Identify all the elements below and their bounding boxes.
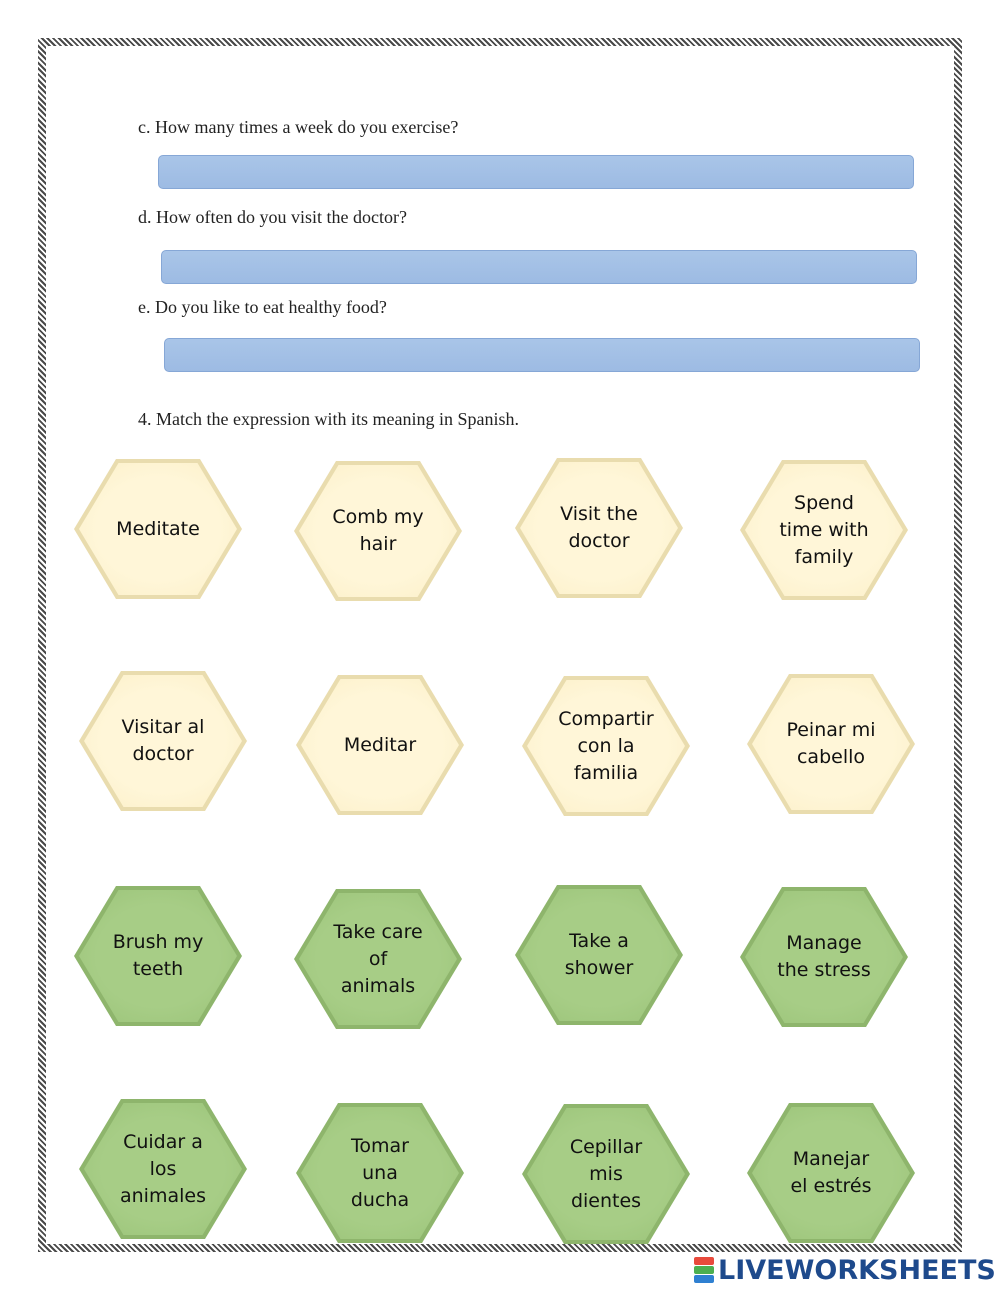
hex-card[interactable]	[747, 1103, 915, 1243]
hex-card[interactable]	[740, 887, 908, 1027]
hex-card[interactable]	[294, 889, 462, 1029]
hex-card[interactable]	[79, 671, 247, 811]
hex-label: Visitar al doctor	[121, 716, 205, 765]
hex-label: Spend time with family	[779, 491, 869, 568]
hex-label: Manage the stress	[777, 932, 871, 981]
hex-label: Take a shower	[564, 930, 634, 979]
question-e: e. Do you like to eat healthy food?	[138, 297, 387, 317]
answer-field-c[interactable]	[158, 155, 914, 189]
hex-card[interactable]	[522, 1104, 690, 1244]
hex-card[interactable]	[522, 676, 690, 816]
hex-label: Tomar una ducha	[350, 1134, 410, 1211]
hex-card[interactable]	[747, 674, 915, 814]
hex-label: Meditate	[116, 517, 200, 540]
hex-label: Cepillar mis dientes	[569, 1135, 643, 1212]
hex-label: Cuidar a los animales	[120, 1130, 206, 1207]
hex-card[interactable]	[296, 675, 464, 815]
hex-card[interactable]	[296, 1103, 464, 1243]
hex-label: Visit the doctor	[560, 503, 638, 552]
hex-label: Manejar el estrés	[790, 1148, 872, 1197]
live-badge-icon	[694, 1257, 714, 1283]
instruction-match: 4. Match the expression with its meaning in Spanish.	[138, 409, 519, 429]
hex-card[interactable]	[294, 461, 462, 601]
question-c: c. How many times a week do you exercise?	[138, 117, 459, 137]
hex-label: Compartir con la familia	[558, 707, 654, 784]
hex-label: Take care of animals	[333, 920, 423, 997]
answer-field-d[interactable]	[161, 250, 917, 284]
hex-card[interactable]	[74, 459, 242, 599]
hex-card[interactable]	[74, 886, 242, 1026]
answer-field-e[interactable]	[164, 338, 920, 372]
hex-label: Brush my teeth	[112, 931, 204, 980]
hex-label: Meditar	[343, 733, 417, 756]
hex-card[interactable]	[79, 1099, 247, 1239]
hex-label: Comb my hair	[332, 506, 424, 555]
logo-text: LIVEWORKSHEETS	[718, 1254, 996, 1286]
liveworksheets-logo[interactable]	[694, 1255, 996, 1285]
hex-card[interactable]	[515, 458, 683, 598]
hex-card[interactable]	[515, 885, 683, 1025]
hex-card[interactable]	[740, 460, 908, 600]
question-d: d. How often do you visit the doctor?	[138, 207, 407, 227]
hex-label: Peinar mi cabello	[786, 719, 876, 768]
